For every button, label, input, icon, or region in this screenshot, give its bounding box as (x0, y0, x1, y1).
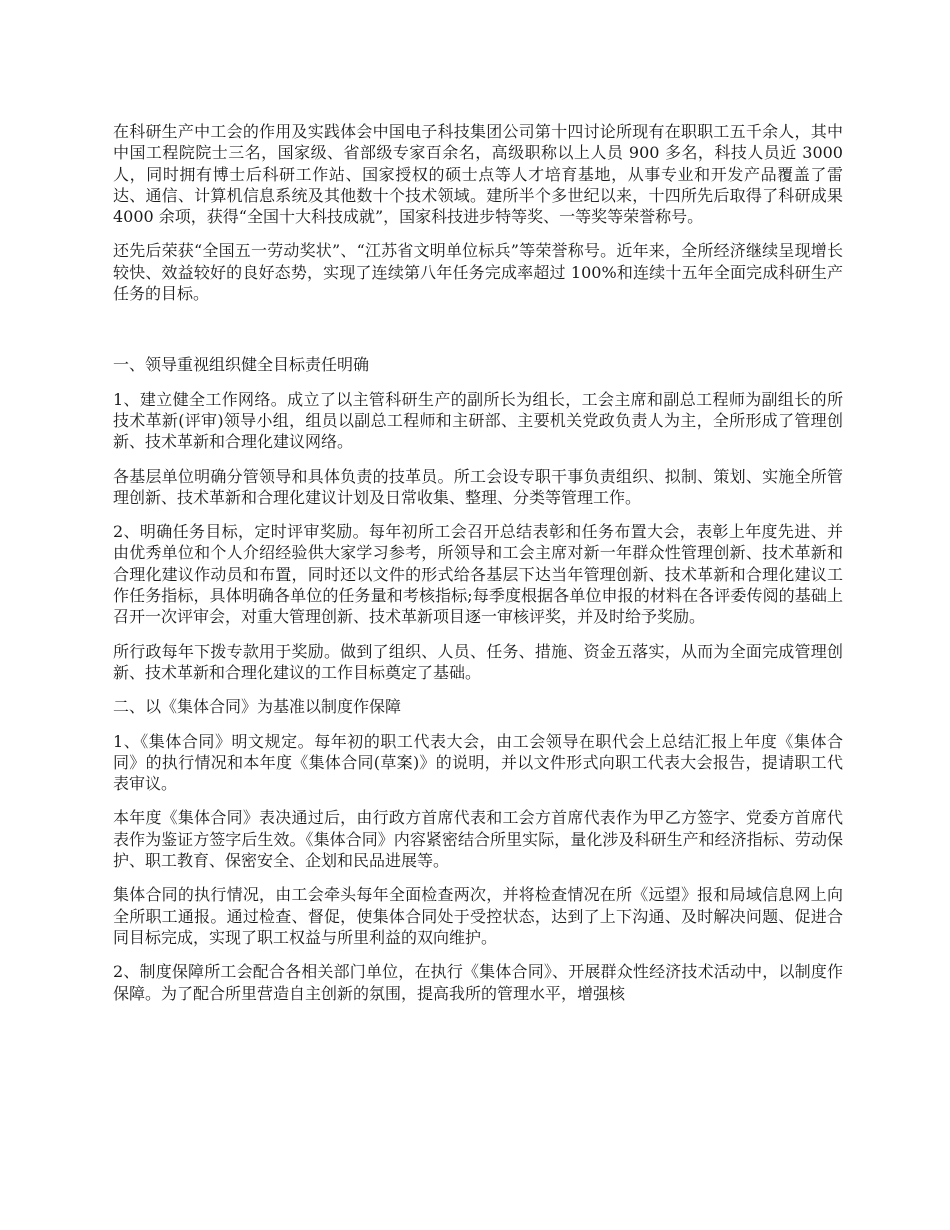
document-page (113, 121, 843, 1017)
body-paragraph: 各基层单位明确分管领导和具体负责的技革员。所工会设专职干事负责组织、拟制、策划、实施全所管理创新、技术革新和合理化建议计划及日常收集、整理、分类等管理工作。 (113, 466, 843, 507)
body-paragraph: 2、制度保障所工会配合各相关部门单位，在执行《集体合同》、开展群众性经济技术活动中，以制度作保障。为了配合所里营造自主创新的氛围，提高我所的管理水平，增强核 (113, 962, 843, 1003)
body-paragraph: 1、《集体合同》明文规定。每年初的职工代表大会，由工会领导在职代会上总结汇报上年度《集体合同》的执行情况和本年度《集体合同(草案)》的说明，并以文件形式向职工代表大会报告，提请职工代表审议。 (113, 731, 843, 794)
body-paragraph: 本年度《集体合同》表决通过后，由行政方首席代表和工会方首席代表作为甲乙方签字、党委方首席代表作为鉴证方签字后生效。《集体合同》内容紧密结合所里实际，量化涉及科研生产和经济指标、劳动保护、职工教育、保密安全、企划和民品进展等。 (113, 808, 843, 871)
section-spacer (113, 317, 843, 354)
body-paragraph: 1、建立健全工作网络。成立了以主管科研生产的副所长为组长，工会主席和副总工程师为副组长的所技术革新(评审)领导小组，组员以副总工程师和主研部、主要机关党政负责人为主，全所形成了管理创新、技术革新和合理化建议网络。 (113, 389, 843, 452)
section-heading-1: 一、领导重视组织健全目标责任明确 (113, 355, 370, 375)
section-heading-2: 二、以《集体合同》为基准以制度作保障 (113, 697, 402, 717)
honors-paragraph: 还先后荣获“全国五一劳动奖状”、“江苏省文明单位标兵”等荣誉称号。近年来，全所经济继续呈现增长较快、效益较好的良好态势，实现了连续第八年任务完成率超过 100%和连续十五年全面完成科研生产任务的目标。 (113, 241, 843, 304)
intro-paragraph: 在科研生产中工会的作用及实践体会中国电子科技集团公司第十四讨论所现有在职职工五千余人，其中中国工程院院士三名，国家级、省部级专家百余名，高级职称以上人员 900 多名，科技人员近 3000 人，同时拥有博士后科研工作站、国家授权的硕士点等人才培育基地，从事专业和开发产品覆盖了雷达、通信、计算机信息系统及其他数十个技术领域。建所半个多世纪以来，十四所先后取得了科研成果 4000 余项，获得“全国十大科技成就”，国家科技进步特等奖、一等奖等荣誉称号。 (113, 122, 843, 227)
body-paragraph: 集体合同的执行情况，由工会牵头每年全面检查两次，并将检查情况在所《远望》报和局域信息网上向全所职工通报。通过检查、督促，使集体合同处于受控状态，达到了上下沟通、及时解决问题、促进合同目标完成，实现了职工权益与所里利益的双向维护。 (113, 885, 843, 947)
body-paragraph: 所行政每年下拨专款用于奖励。做到了组织、人员、任务、措施、资金五落实，从而为全面完成管理创新、技术革新和合理化建议的工作目标奠定了基础。 (113, 641, 843, 682)
body-paragraph: 2、明确任务目标，定时评审奖励。每年初所工会召开总结表彰和任务布置大会，表彰上年度先进、并由优秀单位和个人介绍经验供大家学习参考，所领导和工会主席对新一年群众性管理创新、技术革新和合理化建议作动员和布置，同时还以文件的形式给各基层下达当年管理创新、技术革新和合理化建议工作任务指标，具体明确各单位的任务量和考核指标;每季度根据各单位申报的材料在各评委传阅的基础上召开一次评审会，对重大管理创新、技术革新项目逐一审核评奖，并及时给予奖励。 (113, 522, 843, 627)
